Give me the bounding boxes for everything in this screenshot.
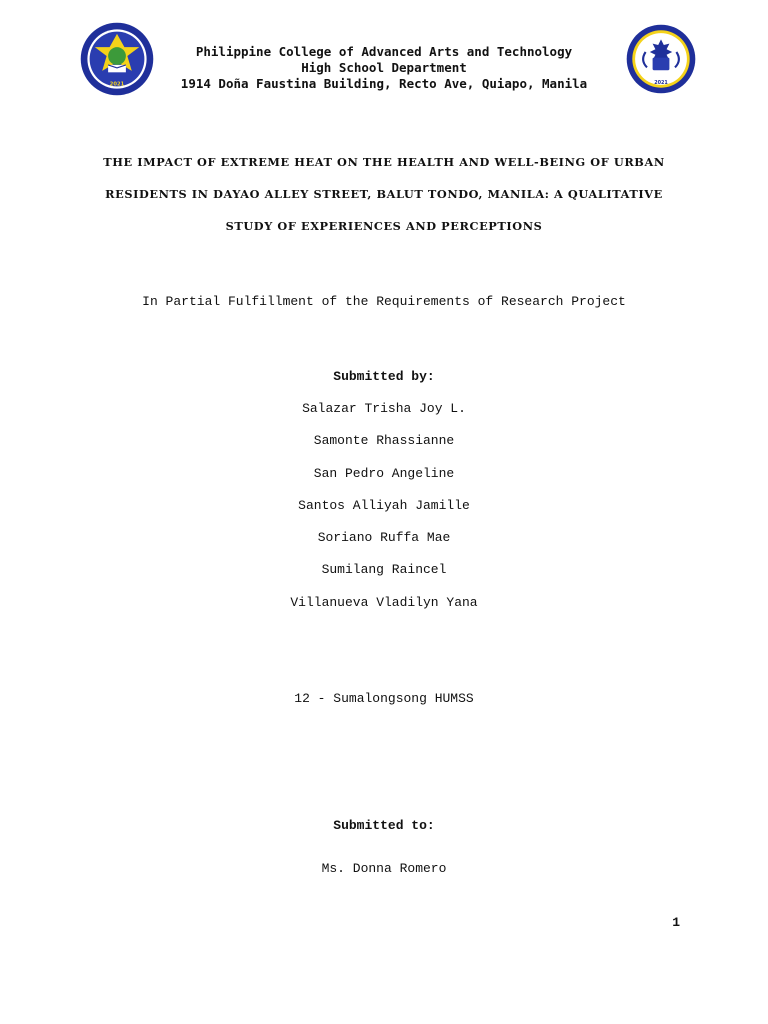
research-title <box>60 154 708 250</box>
title-line-3: STUDY OF EXPERIENCES AND PERCEPTIONS <box>225 219 543 233</box>
page-number: 1 <box>672 915 680 930</box>
svg-text:2021: 2021 <box>109 81 125 88</box>
svg-text:2021: 2021 <box>654 80 668 87</box>
institution-name: Philippine College of Advanced Arts and Technology <box>195 44 573 59</box>
member-name: Samonte Rhassianne <box>313 433 455 449</box>
member-name: Salazar Trisha Joy L. <box>302 401 466 416</box>
department-name: High School Department <box>301 60 467 75</box>
school-seal-left-logo <box>80 22 154 96</box>
title-line-2: RESIDENTS IN DAYAO ALLEY STREET, BALUT TONDO, MANILA: A QUALITATIVE <box>105 187 663 201</box>
submitted-by-label: Submitted by: <box>333 369 435 384</box>
member-name: San Pedro Angeline <box>313 465 455 481</box>
school-seal-right-logo <box>626 24 696 94</box>
member-name: Villanueva Vladilyn Yana <box>290 594 478 610</box>
title-line-1: THE IMPACT OF EXTREME HEAT ON THE HEALTH AND WELL-BEING OF URBAN <box>103 155 665 169</box>
document-header <box>0 0 768 110</box>
member-name: Santos Alliyah Jamille <box>298 497 470 513</box>
fulfillment-statement: In Partial Fulfillment of the Requirements of Research Project <box>142 294 626 309</box>
member-name: Soriano Ruffa Mae <box>317 530 451 546</box>
member-list <box>0 401 768 627</box>
institution-header-text <box>150 44 618 92</box>
member-name: Sumilang Raincel <box>321 562 447 578</box>
section-name: 12 - Sumalongsong HUMSS <box>294 691 474 706</box>
submitted-to-label: Submitted to: <box>333 818 435 833</box>
institution-address: 1914 Doña Faustina Building, Recto Ave, Quiapo, Manila <box>180 76 588 91</box>
adviser-name: Ms. Donna Romero <box>321 861 447 876</box>
